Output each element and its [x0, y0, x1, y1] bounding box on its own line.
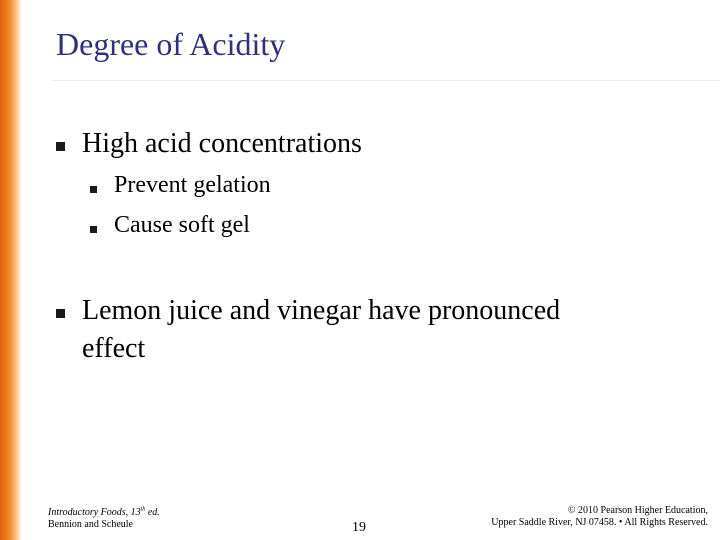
copyright-line-1: © 2010 Pearson Higher Education, — [567, 505, 708, 516]
bullet-text-line2: effect — [82, 333, 146, 364]
footer-copyright — [491, 505, 708, 529]
bullet-marker — [56, 309, 65, 318]
sub-bullet-text: Cause soft gel — [114, 212, 250, 238]
bullet-text: High acid concentrations — [82, 128, 362, 159]
sub-bullet-marker — [90, 226, 97, 233]
edition-suffix: ed. — [145, 507, 160, 518]
sub-bullet-marker — [90, 186, 97, 193]
accent-side-bar — [0, 0, 22, 540]
title-divider — [52, 80, 720, 81]
slide-title: Degree of Acidity — [56, 26, 286, 62]
book-title: Introductory Foods, 13 — [48, 507, 141, 518]
footer-citation — [48, 507, 160, 531]
bullet-marker — [56, 142, 65, 151]
edition-superscript: th — [140, 506, 146, 513]
bullet-text-line1: Lemon juice and vinegar have pronounced — [82, 295, 561, 326]
authors: Bennion and Scheule — [48, 519, 133, 530]
sub-bullet-text: Prevent gelation — [114, 172, 271, 198]
page-number: 19 — [352, 520, 366, 535]
copyright-line-2: Upper Saddle River, NJ 07458. • All Rights Reserved. — [491, 517, 708, 528]
